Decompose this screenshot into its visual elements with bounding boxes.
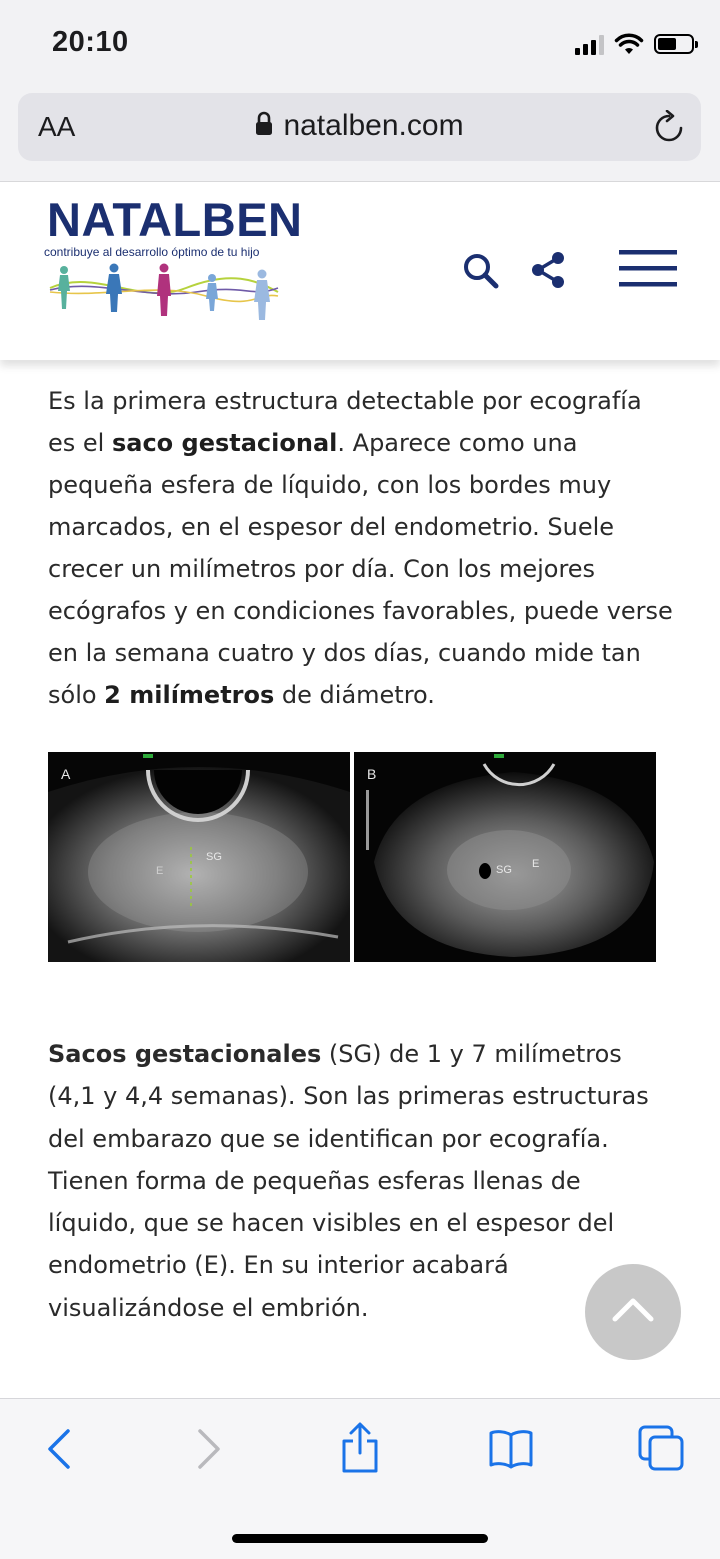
paragraph-text: . Aparece como una pequeña esfera de líquido, con los bordes muy marcados, en el espesor del endometrio. Suele crecer un milímetros por día. Con los mejores ecógrafos y en condiciones favorables, puede verse en la semana cuatro y dos días, cuando mide tan sólo	[48, 429, 673, 709]
forward-icon[interactable]	[194, 1427, 224, 1471]
panel-b-sg-label: SG	[496, 864, 512, 876]
browser-top-chrome	[0, 0, 720, 182]
article-paragraph-1	[48, 380, 673, 716]
bold-term: 2 milímetros	[104, 681, 275, 709]
article-paragraph-2	[48, 1033, 673, 1329]
panel-b-e-label: E	[532, 858, 540, 870]
scroll-to-top-button[interactable]	[585, 1264, 681, 1360]
ultrasound-image-b	[354, 752, 656, 962]
site-logo[interactable]: NATALBEN	[47, 193, 303, 246]
reload-icon[interactable]	[653, 110, 685, 144]
home-indicator[interactable]	[232, 1534, 488, 1543]
lock-icon	[255, 111, 273, 137]
panel-a-sg-label: SG	[206, 851, 222, 863]
back-icon[interactable]	[44, 1427, 74, 1471]
logo-figures-graphic	[46, 262, 282, 334]
url-text: natalben.com	[283, 109, 464, 142]
site-tagline: contribuye al desarrollo óptimo de tu hijo	[44, 245, 260, 259]
menu-icon[interactable]	[619, 250, 677, 290]
panel-a-e-label: E	[156, 865, 164, 877]
ultrasound-panel-a	[48, 752, 350, 962]
url-display[interactable]	[18, 109, 701, 143]
share-icon[interactable]	[340, 1421, 380, 1475]
wifi-icon	[614, 32, 644, 56]
search-icon[interactable]	[462, 252, 500, 292]
ultrasound-image-a	[48, 752, 350, 962]
share-icon[interactable]	[528, 250, 568, 290]
site-header	[0, 182, 720, 360]
paragraph-text: (SG) de 1 y 7 milímetros (4,1 y 4,4 semanas). Son las primeras estructuras del embarazo que se identifican por ecografía. Tienen forma de pequeñas esferas llenas de líquido, que se hacen visibles en el espesor del endometrio (E). En su interior acabará visualizándose el embrión.	[48, 1040, 649, 1322]
paragraph-text: de diámetro.	[274, 681, 435, 709]
bold-term: Sacos gestacionales	[48, 1040, 322, 1068]
panel-label-a: A	[61, 766, 71, 782]
battery-level	[658, 38, 676, 50]
ultrasound-panel-b	[354, 752, 656, 962]
battery-icon	[654, 34, 694, 54]
panel-label-b: B	[367, 766, 377, 782]
address-bar[interactable]	[18, 93, 701, 161]
status-icons	[575, 30, 694, 58]
bold-term: saco gestacional	[111, 429, 338, 457]
chevron-up-icon	[611, 1294, 655, 1324]
ultrasound-figure	[48, 752, 672, 962]
status-time: 20:10	[52, 26, 129, 58]
bookmarks-icon[interactable]	[488, 1427, 534, 1471]
paragraph-text: Es la primera estructura detectable por ecografía es el	[48, 387, 642, 457]
tabs-icon[interactable]	[638, 1425, 686, 1473]
text-size-label: AA	[38, 111, 76, 142]
cellular-signal-icon	[575, 33, 604, 55]
